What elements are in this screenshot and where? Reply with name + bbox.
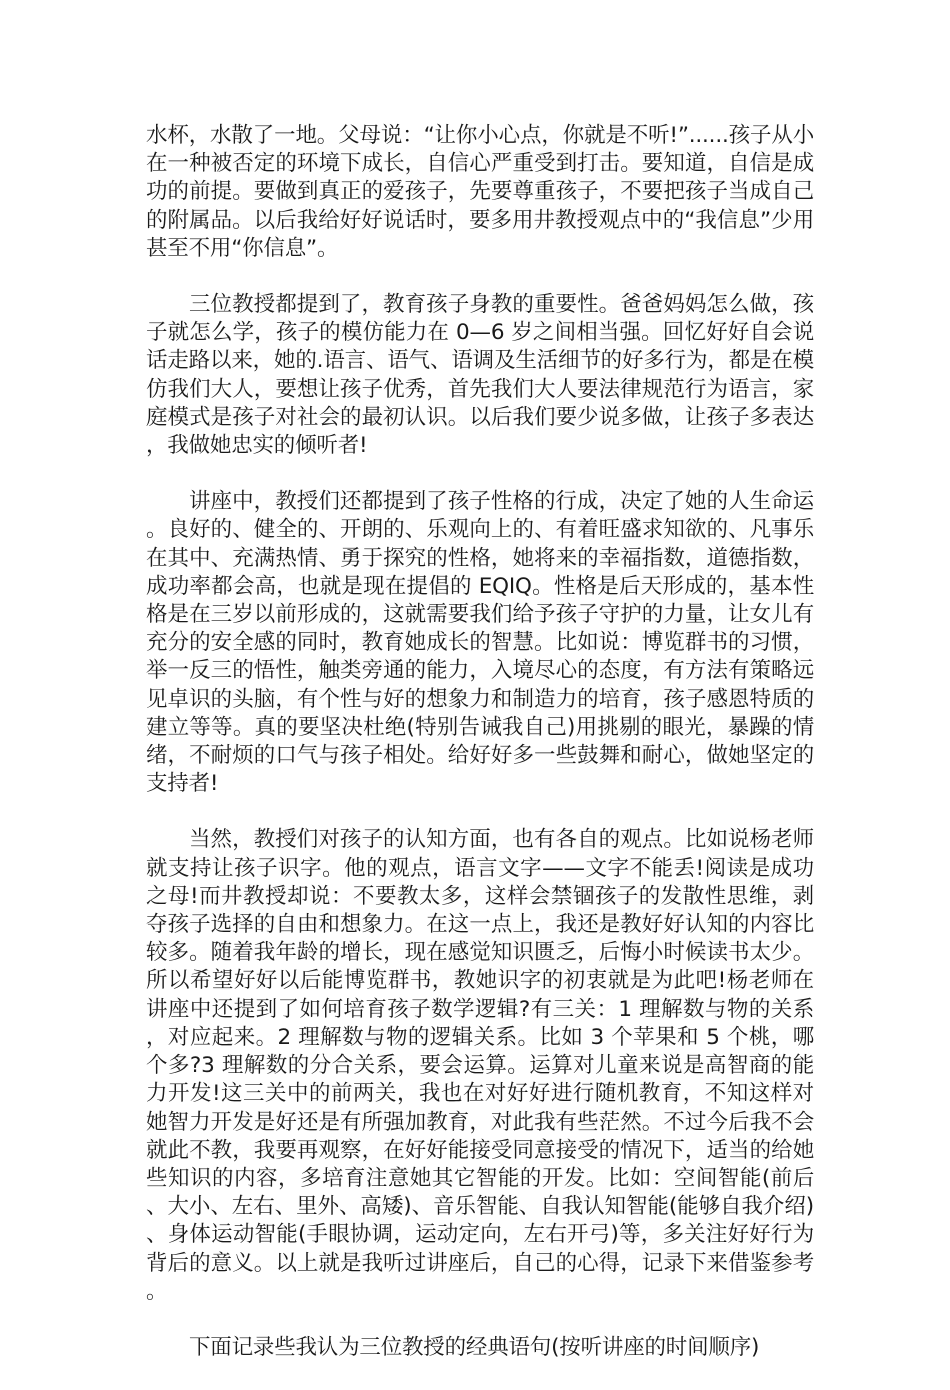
paragraph-5: 下面记录些我认为三位教授的经典语句(按听讲座的时间顺序) <box>189 1334 760 1360</box>
paragraph-3: 讲座中，教授们还都提到了孩子性格的行成，决定了她的人生命运。良好的、健全的、开朗的、乐观向上的、有着旺盛求知欲的、凡事乐在其中、充满热情、勇于探究的性格，她将来的幸福指数，道德指数，成功率都会高，也就是现在提倡的 EQIQ。性格是后天形成的，基本性格是在三岁以前形成的，这就需要我们给予孩子守护的力量，让女儿有充分的安全感的同时，教育她成长的智慧。比如说：博览群书的习惯，举一反三的悟性，触类旁通的能力，入境尽心的态度，有方法有策略远见卓识的头脑，有个性与好的想象力和制造力的培育，孩子感恩特质的建立等等。真的要坚决杜绝(特别告诫我自己)用挑剔的眼光，暴躁的情绪，不耐烦的口气与孩子相处。给好好多一些鼓舞和耐心，做她坚定的支持者! <box>146 489 814 797</box>
document-body <box>146 122 814 1390</box>
paragraph-4: 当然，教授们对孩子的认知方面，也有各自的观点。比如说杨老师就支持让孩子识字。他的观点，语言文字——文字不能丢!阅读是成功之母!而井教授却说：不要教太多，这样会禁锢孩子的发散性思维，剥夺孩子选择的自由和想象力。在这一点上，我还是教好好认知的内容比较多。随着我年龄的增长，现在感觉知识匮乏，后悔小时候读书太少。所以希望好好以后能博览群书，教她识字的初衷就是为此吧!杨老师在讲座中还提到了如何培育孩子数学逻辑?有三关：1 理解数与物的关系，对应起来。2 理解数与物的逻辑关系。比如 3 个苹果和 5 个桃，哪个多?3 理解数的分合关系，要会运算。运算对儿童来说是高智商的能力开发!这三关中的前两关，我也在对好好进行随机教育，不知这样对她智力开发是好还是有所强加教育，对此我有些茫然。不过今后我不会就此不教，我要再观察，在好好能接受同意接受的情况下，适当的给她些知识的内容，多培育注意她其它智能的开发。比如：空间智能(前后、大小、左右、里外、高矮)、音乐智能、自我认知智能(能够自我介绍)、身体运动智能(手眼协调，运动定向，左右开弓)等，多关注好好行为背后的意义。以上就是我听过讲座后，自己的心得，记录下来借鉴参考。 <box>146 827 814 1304</box>
paragraph-1: 水杯，水散了一地。父母说：“让你小心点，你就是不听!”......孩子从小在一种被否定的环境下成长，自信心严重受到打击。要知道，自信是成功的前提。要做到真正的爱孩子，先要尊重孩子，不要把孩子当成自己的附属品。以后我给好好说话时，要多用井教授观点中的“我信息”少用甚至不用“你信息”。 <box>146 123 814 261</box>
paragraph-2: 三位教授都提到了，教育孩子身教的重要性。爸爸妈妈怎么做，孩子就怎么学，孩子的模仿能力在 0—6 岁之间相当强。回忆好好自会说话走路以来，她的.语言、语气、语调及生活细节的好多行为，都是在模仿我们大人，要想让孩子优秀，首先我们大人要法律规范行为语言，家庭模式是孩子对社会的最初认识。以后我们要少说多做，让孩子多表达，我做她忠实的倾听者! <box>146 292 814 459</box>
